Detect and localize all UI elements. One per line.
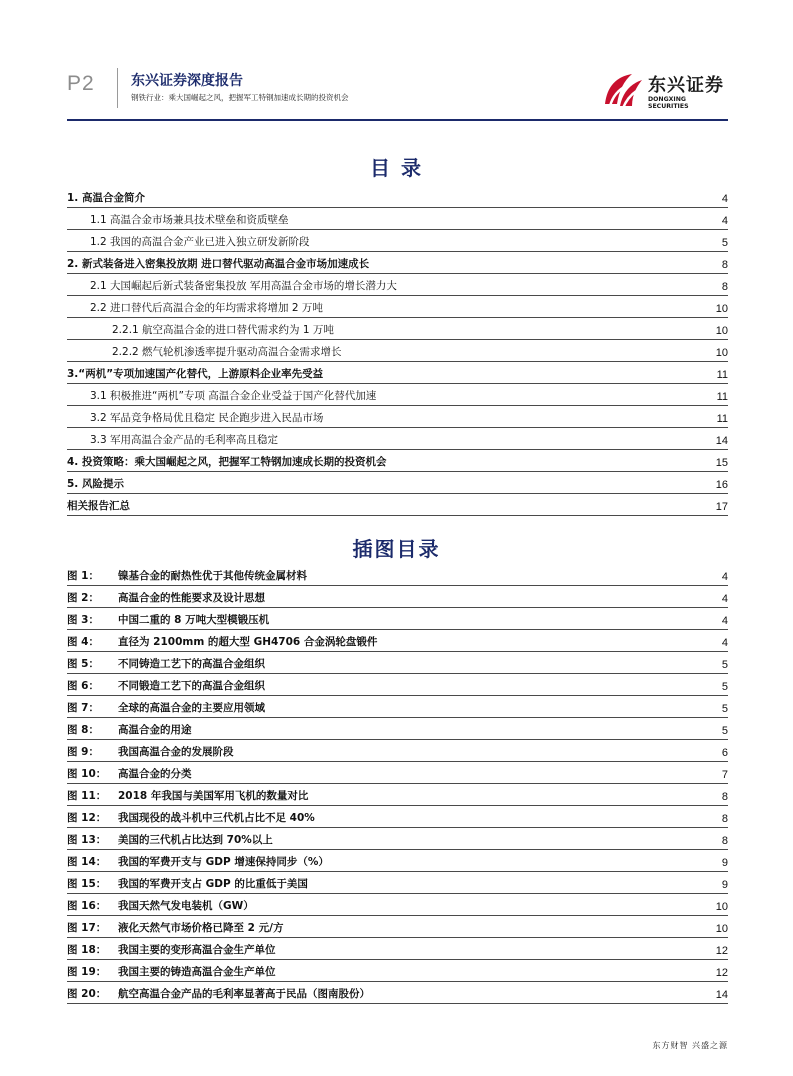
figure-entry[interactable]: [67, 652, 728, 674]
figure-page: 9: [721, 857, 728, 869]
figure-number: 图 15：: [67, 878, 107, 890]
figure-number: 图 11：: [67, 790, 107, 802]
figure-page: 14: [715, 989, 728, 1001]
figure-list-title: 插图目录: [352, 537, 441, 561]
figure-caption: 高温合金的性能要求及设计思想: [118, 592, 265, 604]
figure-number: 图 6：: [67, 680, 99, 692]
figure-number: 图 2：: [67, 592, 99, 604]
figure-caption: 我国天然气发电装机（GW）: [118, 900, 254, 912]
figure-entry[interactable]: [67, 674, 728, 696]
toc-entry[interactable]: [67, 340, 728, 362]
figure-entry[interactable]: [67, 938, 728, 960]
figure-caption: 镍基合金的耐热性优于其他传统金属材料: [118, 570, 307, 582]
page-number: P2: [67, 72, 95, 95]
toc-entry-page: 8: [721, 259, 728, 271]
figure-number: 图 16：: [67, 900, 107, 912]
figure-entry[interactable]: [67, 718, 728, 740]
toc-entry-page: 4: [721, 193, 728, 205]
toc-entry-page: 14: [715, 435, 728, 447]
figure-page: 4: [721, 593, 728, 605]
figure-caption: 全球的高温合金的主要应用领域: [118, 702, 265, 714]
logo-cn-text: 东兴证券: [648, 75, 724, 96]
figure-caption: 直径为 2100mm 的超大型 GH4706 合金涡轮盘锻件: [118, 636, 378, 648]
figure-number: 图 1：: [67, 570, 99, 582]
figure-page: 4: [721, 615, 728, 627]
figure-caption: 中国二重的 8 万吨大型模锻压机: [118, 614, 270, 626]
figure-entry[interactable]: [67, 850, 728, 872]
logo-mark-icon: [602, 70, 644, 110]
figure-caption: 不同锻造工艺下的高温合金组织: [118, 680, 265, 692]
toc-entry-label: 1. 高温合金简介: [67, 192, 145, 204]
toc-entry-label: 3.3 军用高温合金产品的毛利率高且稳定: [90, 434, 279, 446]
toc-entry-page: 10: [715, 325, 728, 337]
toc-entry[interactable]: [67, 186, 728, 208]
figure-caption: 美国的三代机占比达到 70%以上: [118, 834, 273, 846]
figure-number: 图 17：: [67, 922, 107, 934]
header-divider: [117, 68, 118, 108]
toc-entry-label: 1.1 高温合金市场兼具技术壁垒和资质壁垒: [90, 214, 289, 226]
toc-title: 目 录: [370, 156, 423, 180]
report-subtitle: 钢铁行业：乘大国崛起之风，把握军工特钢加速成长期的投资机会: [131, 93, 349, 102]
toc-entry-label: 2.2.2 燃气轮机渗透率提升驱动高温合金需求增长: [112, 346, 342, 358]
toc-entry[interactable]: [67, 296, 728, 318]
figure-number: 图 14：: [67, 856, 107, 868]
figure-page: 10: [715, 923, 728, 935]
toc-entry-page: 15: [715, 457, 728, 469]
figure-entry[interactable]: [67, 762, 728, 784]
figure-caption: 我国的军费开支占 GDP 的比重低于美国: [118, 878, 308, 890]
toc-entry-page: 10: [715, 303, 728, 315]
figure-page: 5: [721, 703, 728, 715]
figure-entry[interactable]: [67, 586, 728, 608]
report-title: 东兴证券深度报告: [131, 73, 243, 89]
figure-number: 图 5：: [67, 658, 99, 670]
figure-page: 8: [721, 813, 728, 825]
figure-number: 图 12：: [67, 812, 107, 824]
toc-entry-label: 2. 新式装备进入密集投放期 进口替代驱动高温合金市场加速成长: [67, 258, 370, 270]
toc-list: [67, 186, 728, 516]
figure-caption: 我国主要的变形高温合金生产单位: [118, 944, 276, 956]
figure-entry[interactable]: [67, 740, 728, 762]
figure-entry[interactable]: [67, 828, 728, 850]
toc-entry-page: 5: [721, 237, 728, 249]
figure-page: 8: [721, 791, 728, 803]
figure-caption: 高温合金的用途: [118, 724, 192, 736]
figure-page: 6: [721, 747, 728, 759]
toc-entry[interactable]: [67, 428, 728, 450]
toc-entry[interactable]: [67, 450, 728, 472]
figure-caption: 液化天然气市场价格已降至 2 元/方: [118, 922, 284, 934]
figure-entry[interactable]: [67, 696, 728, 718]
toc-entry-page: 10: [715, 347, 728, 359]
figure-number: 图 20：: [67, 988, 107, 1000]
toc-entry-label: 2.2.1 航空高温合金的进口替代需求约为 1 万吨: [112, 324, 334, 336]
figure-entry[interactable]: [67, 872, 728, 894]
figure-entry[interactable]: [67, 608, 728, 630]
figure-number: 图 3：: [67, 614, 99, 626]
figure-page: 5: [721, 681, 728, 693]
toc-entry[interactable]: [67, 406, 728, 428]
figure-number: 图 19：: [67, 966, 107, 978]
toc-entry[interactable]: [67, 208, 728, 230]
figure-number: 图 13：: [67, 834, 107, 846]
toc-entry-label: 3.2 军品竞争格局优且稳定 民企跑步进入民品市场: [90, 412, 324, 424]
figure-number: 图 8：: [67, 724, 99, 736]
toc-entry[interactable]: [67, 318, 728, 340]
header-rule: [67, 119, 728, 121]
figure-caption: 我国高温合金的发展阶段: [118, 746, 234, 758]
toc-entry[interactable]: [67, 230, 728, 252]
footer-slogan: 东方财智 兴盛之源: [652, 1041, 728, 1050]
figure-entry[interactable]: [67, 630, 728, 652]
figure-entry[interactable]: [67, 982, 728, 1004]
figure-caption: 不同铸造工艺下的高温合金组织: [118, 658, 265, 670]
toc-entry[interactable]: [67, 274, 728, 296]
toc-entry-page: 8: [721, 281, 728, 293]
figure-entry[interactable]: [67, 894, 728, 916]
company-logo: [602, 66, 728, 112]
figure-page: 12: [715, 967, 728, 979]
toc-entry-page: 4: [721, 215, 728, 227]
toc-entry-label: 5. 风险提示: [67, 478, 124, 490]
figure-page: 12: [715, 945, 728, 957]
figure-number: 图 10：: [67, 768, 107, 780]
figure-number: 图 4：: [67, 636, 99, 648]
figure-caption: 航空高温合金产品的毛利率显著高于民品（图南股份）: [118, 988, 370, 1000]
figure-page: 8: [721, 835, 728, 847]
figure-caption: 我国的军费开支与 GDP 增速保持同步（%）: [118, 856, 329, 868]
toc-entry-label: 3.1 积极推进“两机”专项 高温合金企业受益于国产化替代加速: [90, 390, 377, 402]
toc-entry-page: 17: [715, 501, 728, 513]
toc-entry-page: 11: [716, 369, 728, 381]
figure-page: 5: [721, 725, 728, 737]
toc-entry-page: 16: [715, 479, 728, 491]
figure-page: 9: [721, 879, 728, 891]
logo-en-text: DONGXING SECURITIES: [648, 96, 689, 110]
figure-caption: 我国现役的战斗机中三代机占比不足 40%: [118, 812, 315, 824]
figure-page: 7: [721, 769, 728, 781]
figure-caption: 2018 年我国与美国军用飞机的数量对比: [118, 790, 309, 802]
toc-entry-label: 2.1 大国崛起后新式装备密集投放 军用高温合金市场的增长潜力大: [90, 280, 397, 292]
figure-caption: 我国主要的铸造高温合金生产单位: [118, 966, 276, 978]
figure-page: 5: [721, 659, 728, 671]
toc-entry-page: 11: [716, 413, 728, 425]
figure-page: 4: [721, 637, 728, 649]
toc-entry-label: 1.2 我国的高温合金产业已进入独立研发新阶段: [90, 236, 310, 248]
figure-entry[interactable]: [67, 806, 728, 828]
figure-entry[interactable]: [67, 564, 728, 586]
figure-number: 图 18：: [67, 944, 107, 956]
toc-entry[interactable]: [67, 472, 728, 494]
figure-number: 图 7：: [67, 702, 99, 714]
toc-entry-label: 2.2 进口替代后高温合金的年均需求将增加 2 万吨: [90, 302, 323, 314]
toc-entry-label: 3.“两机”专项加速国产化替代，上游原料企业率先受益: [67, 368, 324, 380]
toc-entry[interactable]: [67, 252, 728, 274]
figure-entry[interactable]: [67, 784, 728, 806]
toc-entry[interactable]: [67, 384, 728, 406]
figure-page: 4: [721, 571, 728, 583]
figure-page: 10: [715, 901, 728, 913]
figure-number: 图 9：: [67, 746, 99, 758]
toc-entry[interactable]: [67, 362, 728, 384]
figure-entry[interactable]: [67, 916, 728, 938]
toc-entry-label: 4. 投资策略：乘大国崛起之风，把握军工特钢加速成长期的投资机会: [67, 456, 387, 468]
figure-entry[interactable]: [67, 960, 728, 982]
figure-list: [67, 564, 728, 1004]
toc-entry-label: 相关报告汇总: [67, 500, 130, 512]
figure-caption: 高温合金的分类: [118, 768, 192, 780]
toc-entry[interactable]: [67, 494, 728, 516]
toc-entry-page: 11: [716, 391, 728, 403]
